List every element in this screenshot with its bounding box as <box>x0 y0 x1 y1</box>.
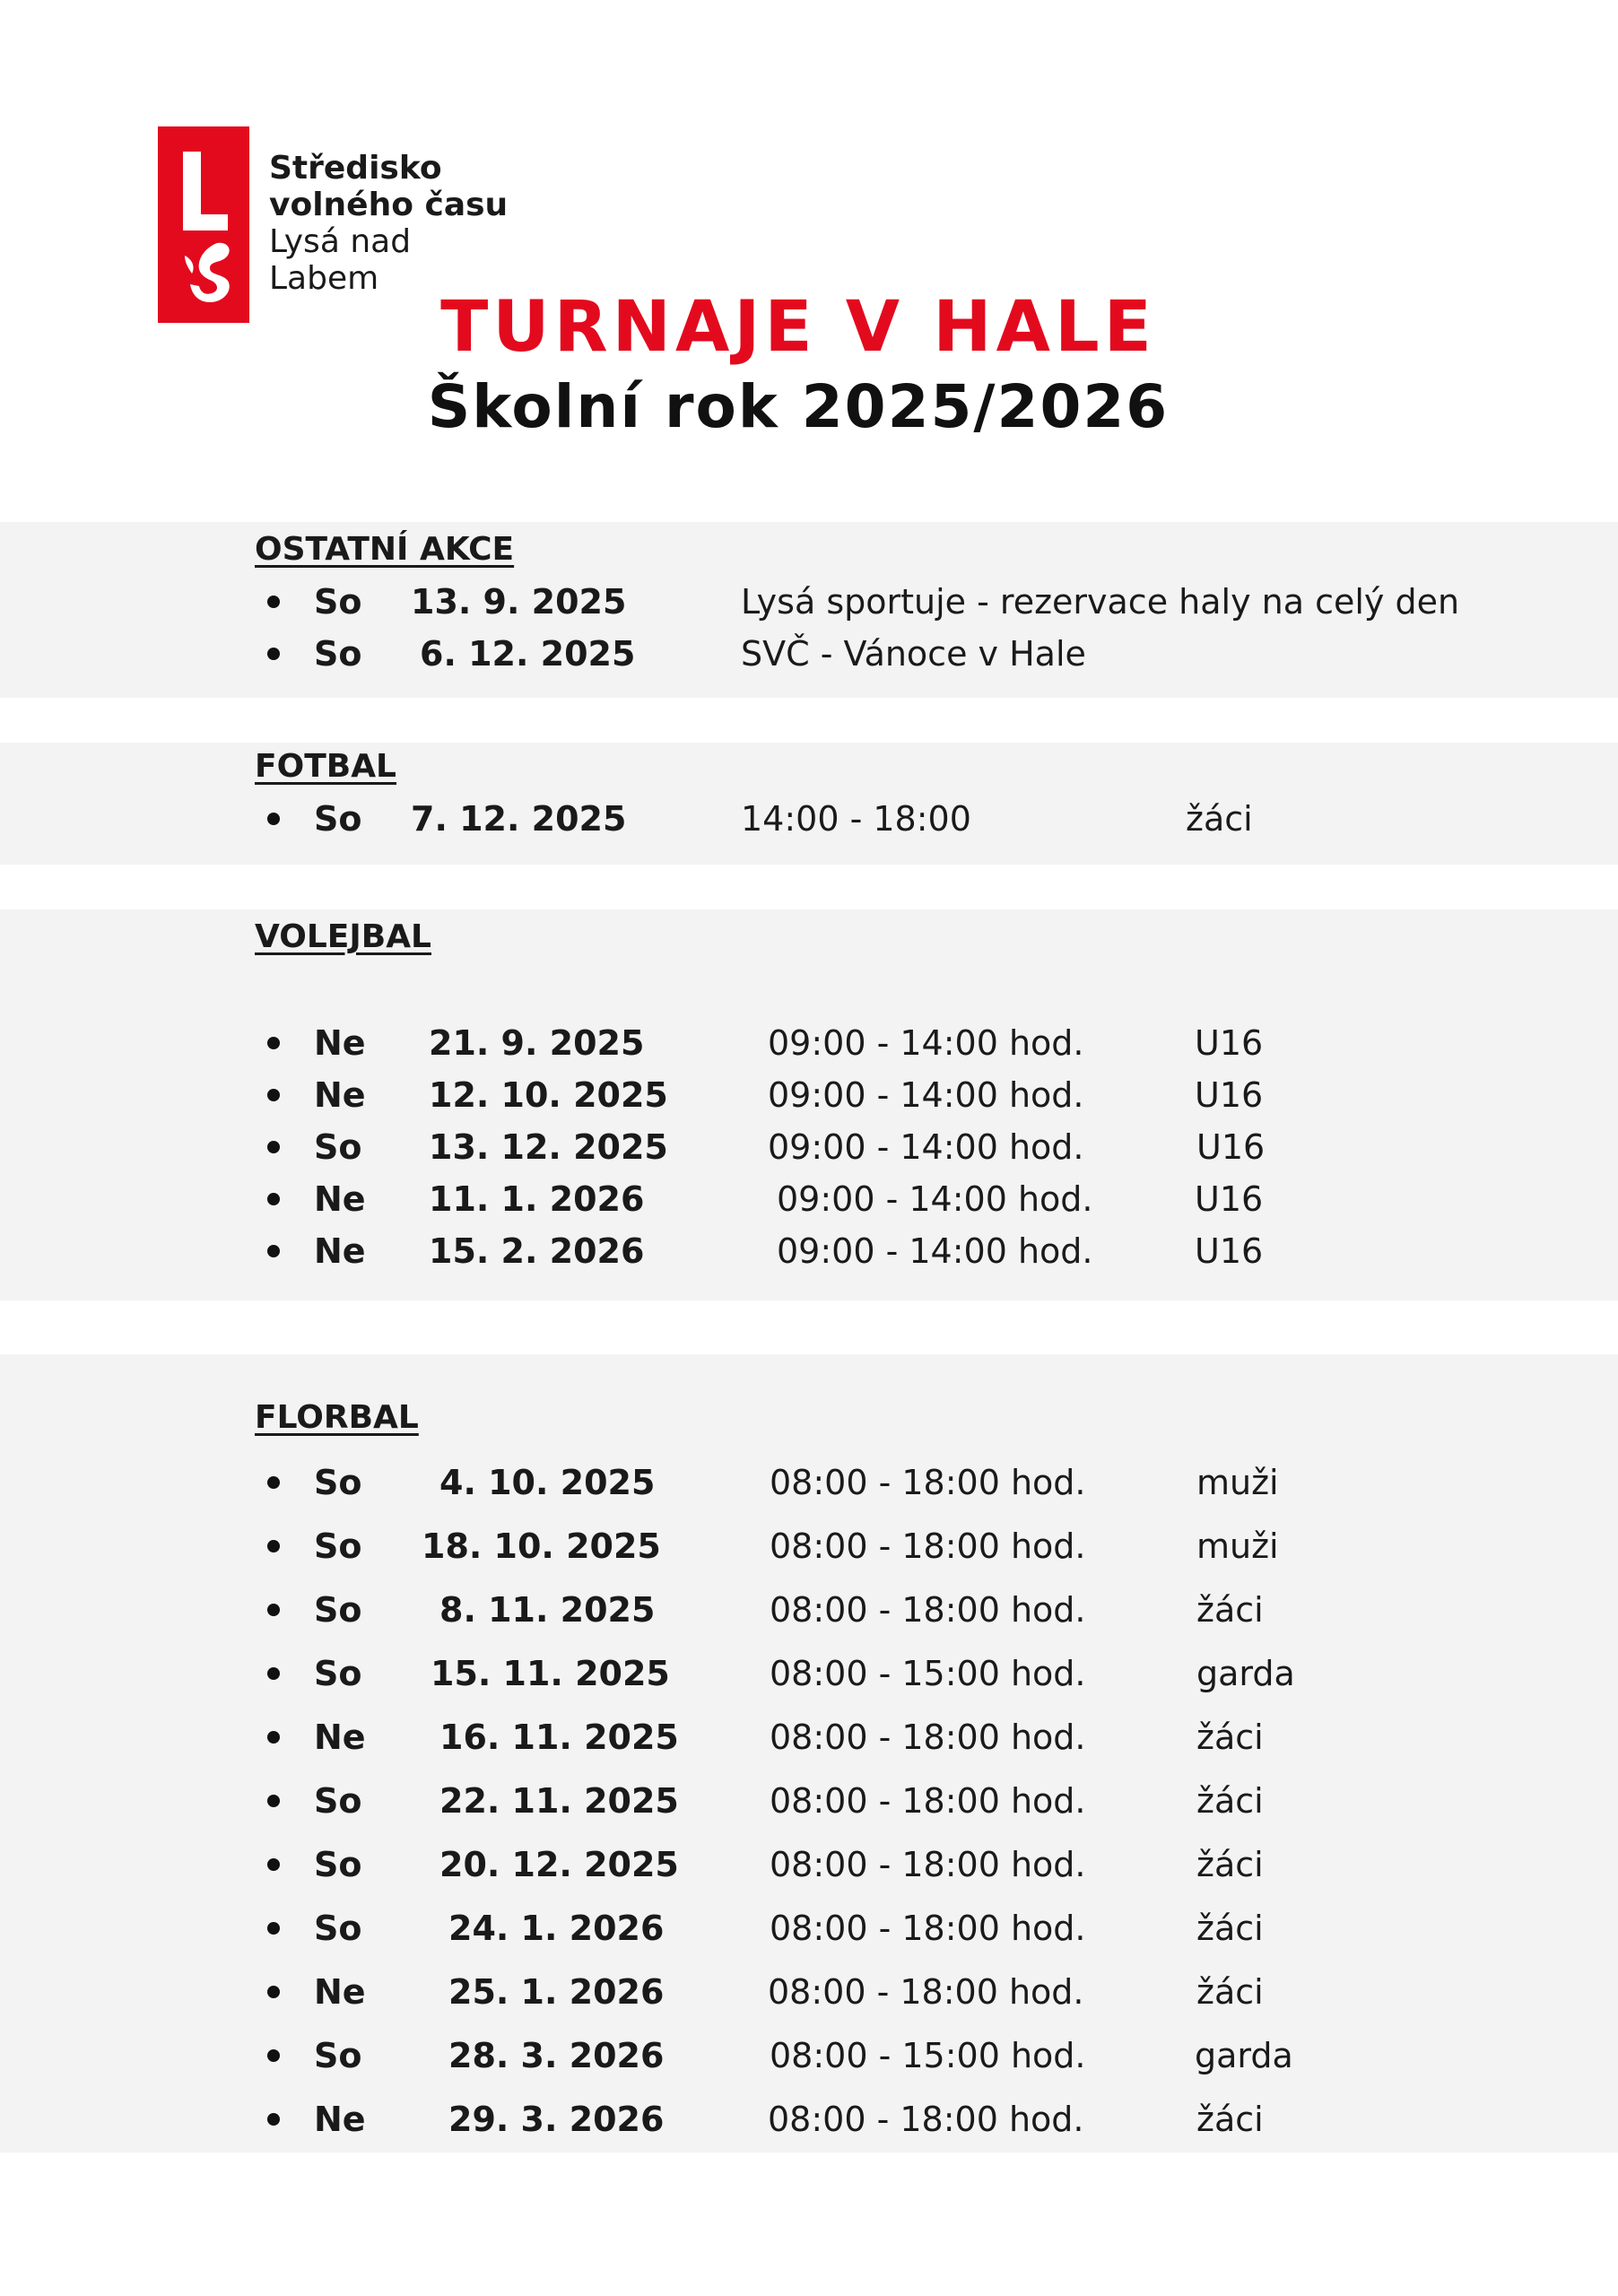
day-label: So <box>314 2036 362 2075</box>
group-label: žáci <box>1186 799 1253 839</box>
logo-text <box>269 150 508 297</box>
bullet-icon <box>267 2113 280 2126</box>
list-item <box>0 1906 1618 1951</box>
info-label: SVČ - Vánoce v Hale <box>741 634 1086 674</box>
list-item <box>0 1073 1618 1118</box>
day-label: So <box>314 1127 362 1167</box>
group-label: žáci <box>1196 1972 1264 2012</box>
group-label: muži <box>1196 1526 1279 1566</box>
list-item <box>0 1460 1618 1505</box>
group-label: U16 <box>1195 1231 1264 1271</box>
section-fotbal <box>0 743 1618 865</box>
time-label: 08:00 - 18:00 hod. <box>770 1845 1086 1884</box>
time-label: 09:00 - 14:00 hod. <box>768 1127 1084 1167</box>
section-volejbal <box>0 909 1618 1300</box>
time-label: 09:00 - 14:00 hod. <box>777 1231 1093 1271</box>
date-label: 6. 12. 2025 <box>420 634 636 674</box>
bullet-icon <box>267 1141 280 1153</box>
time-label: 08:00 - 18:00 hod. <box>770 1781 1086 1821</box>
logo-line-3: Lysá nad <box>269 223 412 260</box>
day-label: Ne <box>314 1023 366 1063</box>
section-heading: VOLEJBAL <box>255 918 431 955</box>
info-label: Lysá sportuje - rezervace haly na celý den <box>741 582 1460 622</box>
time-label: 08:00 - 18:00 hod. <box>768 2100 1084 2139</box>
time-label: 14:00 - 18:00 <box>741 799 971 839</box>
list-item <box>0 2033 1618 2078</box>
time-label: 09:00 - 14:00 hod. <box>777 1179 1093 1219</box>
date-label: 25. 1. 2026 <box>448 1972 665 2012</box>
list-item <box>0 2097 1618 2142</box>
day-label: Ne <box>314 1075 366 1115</box>
bullet-icon <box>267 596 280 608</box>
day-label: So <box>314 1909 362 1948</box>
date-label: 7. 12. 2025 <box>411 799 627 839</box>
section-heading: FLORBAL <box>255 1399 419 1436</box>
day-label: So <box>314 1654 362 1693</box>
day-label: So <box>314 799 362 839</box>
list-item <box>0 1842 1618 1887</box>
group-label: žáci <box>1196 1590 1264 1630</box>
bullet-icon <box>267 1089 280 1101</box>
date-label: 4. 10. 2025 <box>439 1463 656 1502</box>
time-label: 08:00 - 18:00 hod. <box>770 1463 1086 1502</box>
group-label: žáci <box>1196 1845 1264 1884</box>
page-subtitle: Školní rok 2025/2026 <box>427 372 1170 441</box>
bullet-icon <box>267 1795 280 1807</box>
logo-line-1: Středisko <box>269 150 442 187</box>
bullet-icon <box>267 1922 280 1935</box>
bullet-icon <box>267 1604 280 1616</box>
bullet-icon <box>267 1540 280 1552</box>
list-item <box>0 1587 1618 1632</box>
group-label: žáci <box>1196 1781 1264 1821</box>
bullet-icon <box>267 1245 280 1257</box>
bullet-icon <box>267 648 280 660</box>
bullet-icon <box>267 1731 280 1744</box>
day-label: Ne <box>314 1972 366 2012</box>
day-label: So <box>314 1781 362 1821</box>
list-item <box>0 579 1618 624</box>
list-item <box>0 796 1618 841</box>
list-item <box>0 1177 1618 1222</box>
date-label: 11. 1. 2026 <box>429 1179 645 1219</box>
bullet-icon <box>267 1667 280 1680</box>
date-label: 29. 3. 2026 <box>448 2100 665 2139</box>
time-label: 08:00 - 18:00 hod. <box>770 1590 1086 1630</box>
date-label: 15. 11. 2025 <box>431 1654 670 1693</box>
group-label: žáci <box>1196 2100 1264 2139</box>
group-label: U16 <box>1195 1075 1264 1115</box>
list-item <box>0 1970 1618 2014</box>
date-label: 16. 11. 2025 <box>439 1718 679 1757</box>
time-label: 09:00 - 14:00 hod. <box>768 1023 1084 1063</box>
bullet-icon <box>267 813 280 825</box>
date-label: 21. 9. 2025 <box>429 1023 645 1063</box>
date-label: 20. 12. 2025 <box>439 1845 679 1884</box>
page-title: TURNAJE V HALE <box>440 287 1156 368</box>
day-label: So <box>314 582 362 622</box>
day-label: Ne <box>314 1231 366 1271</box>
day-label: Ne <box>314 2100 366 2139</box>
list-item <box>0 1779 1618 1823</box>
group-label: žáci <box>1196 1909 1264 1948</box>
bullet-icon <box>267 1986 280 1998</box>
list-item <box>0 1715 1618 1760</box>
time-label: 08:00 - 18:00 hod. <box>770 1909 1086 1948</box>
bullet-icon <box>267 1193 280 1205</box>
day-label: Ne <box>314 1179 366 1219</box>
date-label: 13. 9. 2025 <box>411 582 627 622</box>
day-label: So <box>314 1463 362 1502</box>
section-heading: OSTATNÍ AKCE <box>255 531 515 568</box>
group-label: žáci <box>1196 1718 1264 1757</box>
list-item <box>0 1229 1618 1274</box>
group-label: U16 <box>1195 1023 1264 1063</box>
date-label: 13. 12. 2025 <box>429 1127 668 1167</box>
list-item <box>0 631 1618 676</box>
date-label: 12. 10. 2025 <box>429 1075 668 1115</box>
logo-line-2: volného času <box>269 187 509 223</box>
list-item <box>0 1125 1618 1170</box>
logo-line-4: Labem <box>269 260 379 297</box>
group-label: muži <box>1196 1463 1279 1502</box>
time-label: 08:00 - 18:00 hod. <box>770 1526 1086 1566</box>
day-label: So <box>314 1590 362 1630</box>
time-label: 09:00 - 14:00 hod. <box>768 1075 1084 1115</box>
bullet-icon <box>267 2049 280 2062</box>
group-label: U16 <box>1196 1127 1266 1167</box>
date-label: 22. 11. 2025 <box>439 1781 679 1821</box>
time-label: 08:00 - 18:00 hod. <box>770 1718 1086 1757</box>
bullet-icon <box>267 1858 280 1871</box>
date-label: 8. 11. 2025 <box>439 1590 656 1630</box>
list-item <box>0 1524 1618 1569</box>
group-label: garda <box>1195 2036 1293 2075</box>
date-label: 18. 10. 2025 <box>422 1526 661 1566</box>
group-label: U16 <box>1195 1179 1264 1219</box>
time-label: 08:00 - 15:00 hod. <box>770 1654 1086 1693</box>
date-label: 15. 2. 2026 <box>429 1231 645 1271</box>
group-label: garda <box>1196 1654 1295 1693</box>
time-label: 08:00 - 15:00 hod. <box>770 2036 1086 2075</box>
date-label: 28. 3. 2026 <box>448 2036 665 2075</box>
section-ostatni-akce <box>0 522 1618 698</box>
bullet-icon <box>267 1476 280 1489</box>
date-label: 24. 1. 2026 <box>448 1909 665 1948</box>
bullet-icon <box>267 1037 280 1049</box>
day-label: So <box>314 1845 362 1884</box>
list-item <box>0 1021 1618 1065</box>
day-label: So <box>314 1526 362 1566</box>
section-florbal <box>0 1354 1618 2152</box>
day-label: Ne <box>314 1718 366 1757</box>
list-item <box>0 1651 1618 1696</box>
section-heading: FOTBAL <box>255 748 396 785</box>
day-label: So <box>314 634 362 674</box>
time-label: 08:00 - 18:00 hod. <box>768 1972 1084 2012</box>
